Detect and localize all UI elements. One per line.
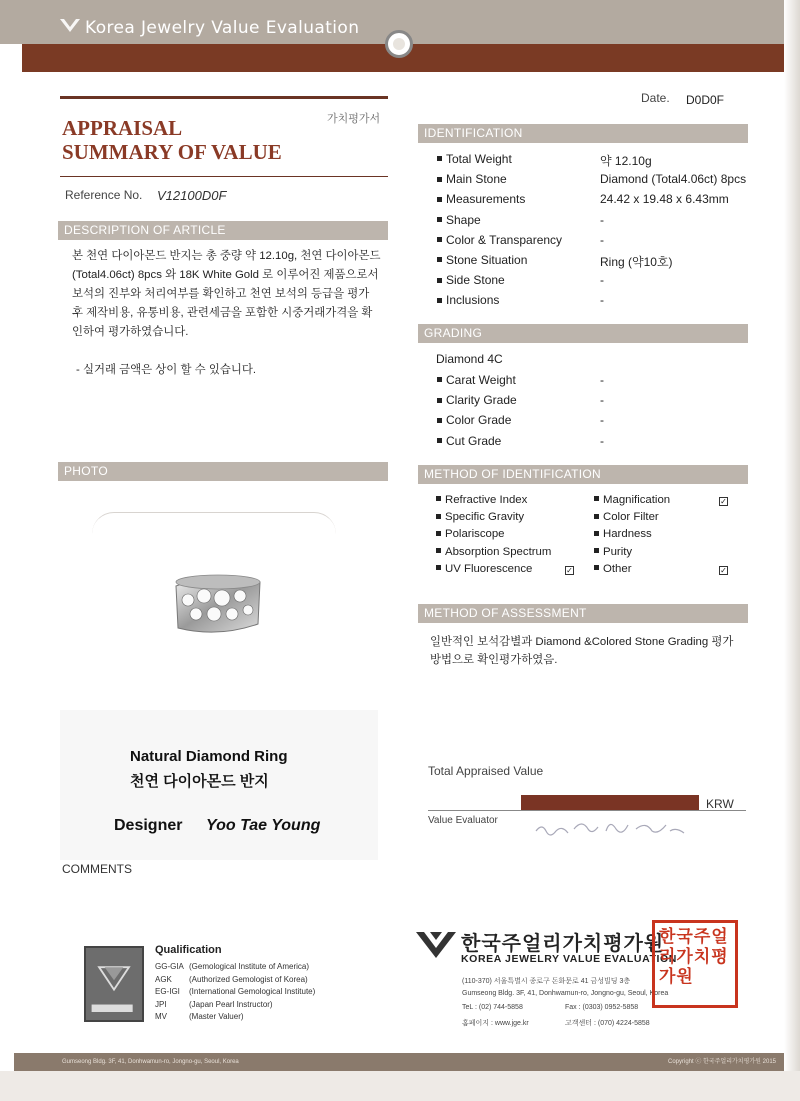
bullet-icon <box>594 548 599 553</box>
grading-row-label-text: Carat Weight <box>446 373 516 387</box>
comments-label: COMMENTS <box>62 862 132 876</box>
identification-row-label <box>437 273 505 287</box>
identification-row-label-text: Main Stone <box>446 172 507 187</box>
identification-row-label <box>437 172 507 186</box>
qualification-desc: (Gemological Institute of America) <box>189 962 310 971</box>
qualification-desc: (International Gemological Institute) <box>189 987 316 997</box>
identification-row-value: Diamond (Total4.06ct) 8pcs <box>600 172 747 187</box>
method-identification-heading: METHOD OF IDENTIFICATION <box>418 465 748 484</box>
identification-row-label-text: Shape <box>446 212 481 227</box>
grading-subtitle: Diamond 4C <box>436 352 503 366</box>
identification-row <box>437 233 757 253</box>
grading-row-label-text: Color Grade <box>446 413 512 428</box>
identification-row-label <box>437 152 512 166</box>
method-item <box>436 546 551 558</box>
identification-row-value: - <box>600 232 604 247</box>
method-item <box>594 563 632 575</box>
footer-address: Gumseong Bldg. 3F, 41, Donhwamun-ro, Jongno-gu, Seoul, Korea <box>62 1059 239 1065</box>
grading-row <box>437 373 757 393</box>
method-item <box>594 528 652 540</box>
grading-row-label <box>437 434 501 448</box>
date-label: Date. <box>641 91 670 105</box>
bullet-icon <box>437 257 442 262</box>
grading-row <box>437 434 757 454</box>
bullet-icon <box>594 514 599 519</box>
identification-row-label <box>437 192 525 206</box>
bullet-icon <box>436 496 441 501</box>
identification-row-label <box>437 233 562 247</box>
identification-heading: IDENTIFICATION <box>418 124 748 143</box>
description-note: - 실거래 금액은 상이 할 수 있습니다. <box>76 364 256 376</box>
bullet-icon <box>436 531 441 536</box>
total-appraised-value-label: Total Appraised Value <box>428 764 544 778</box>
qualification-desc: (Japan Pearl Instructor) <box>189 999 273 1009</box>
currency-label: KRW <box>706 797 734 811</box>
page-edge <box>784 0 800 1101</box>
grading-row-value: - <box>600 373 604 387</box>
method-item-label: Other <box>603 562 632 575</box>
identification-row-label-text: Color & Transparency <box>446 232 563 247</box>
diamond-logo-icon <box>60 17 80 33</box>
checkbox-checked-icon: ✓ <box>566 565 573 575</box>
method-item-label: Polariscope <box>445 528 505 541</box>
method-item-label: Specific Gravity <box>445 511 525 524</box>
bullet-icon <box>437 298 442 303</box>
method-item-label: Magnification <box>603 494 671 506</box>
identification-row-label <box>437 253 527 267</box>
company-web: 홈페이지 : www.jge.kr <box>462 1020 529 1027</box>
identification-row-label <box>437 213 481 227</box>
qualification-abbr: EG-IGI <box>155 987 180 997</box>
grading-heading: GRADING <box>418 324 748 343</box>
value-evaluator-label: Value Evaluator <box>428 815 498 826</box>
method-item-label: Purity <box>603 545 633 558</box>
description-heading: DESCRIPTION OF ARTICLE <box>58 221 388 240</box>
designer-name: Yoo Tae Young <box>206 817 321 834</box>
qualification-item <box>155 987 315 996</box>
method-assessment-heading: METHOD OF ASSESSMENT <box>418 604 748 623</box>
bullet-icon <box>436 514 441 519</box>
method-item <box>436 494 527 506</box>
page-bottom-edge <box>0 1071 800 1101</box>
grading-row-value: - <box>600 393 604 408</box>
method-item <box>594 494 670 506</box>
qualification-item <box>155 975 308 984</box>
method-item <box>436 511 524 523</box>
method-item <box>594 511 659 523</box>
footer-copyright: Copyright ⓒ 한국주얼리가치평가원 2015 <box>668 1059 776 1065</box>
checkbox-checked-icon: ✓ <box>720 565 727 575</box>
bullet-icon <box>594 531 599 536</box>
grading-row-label <box>437 413 511 427</box>
title-line-2: SUMMARY OF VALUE <box>62 140 282 164</box>
grading-row <box>437 393 757 413</box>
bullet-icon <box>437 177 442 182</box>
qualification-abbr: AGK <box>155 974 172 984</box>
qualification-item <box>155 1012 244 1021</box>
qualification-desc: (Authorized Gemologist of Korea) <box>189 974 308 984</box>
identification-row-value: 24.42 x 19.48 x 6.43mm <box>600 192 729 207</box>
evaluator-signature <box>532 815 692 841</box>
method-item-label: Color Filter <box>603 511 659 524</box>
identification-row-label-text: Measurements <box>446 192 526 207</box>
item-name-korean: 천연 다이아몬드 반지 <box>130 773 269 790</box>
grading-row-label <box>437 393 517 407</box>
description-text: 본 천연 다이아몬드 반지는 총 중량 약 12.10g, 천연 다이아몬드(Total4.06ct) 8pcs 와 18K White Gold 로 이루어진 제품으로서 보석의 진부와 처리여부를 확인하고 천연 보석의 등급을 평가 후 제작비용, 유통비용, 관련세금을 포함한 시중거래가격을 확인하여 평가하였습니다. <box>72 250 381 338</box>
identification-row-label-text: Inclusions <box>446 293 500 308</box>
qualification-item <box>155 962 309 971</box>
grading-row <box>437 413 757 433</box>
item-name-english: Natural Diamond Ring <box>130 748 288 765</box>
identification-row-value: - <box>600 212 604 227</box>
company-diamond-logo-icon <box>416 930 456 960</box>
document-title <box>62 116 282 164</box>
redacted-value <box>521 795 699 811</box>
identification-row-value: 약 12.10g <box>600 154 652 168</box>
stamp-text-line: 한국주얼 <box>659 927 729 946</box>
qualification-title: Qualification <box>155 944 222 956</box>
stamp-text-line: 가원 <box>659 967 694 986</box>
company-name-korean: 한국주얼리가치평가원 <box>461 931 665 955</box>
bullet-icon <box>437 438 442 443</box>
identification-row <box>437 152 757 172</box>
grading-row-value: - <box>600 413 604 428</box>
identification-row-label-text: Total Weight <box>446 152 512 166</box>
bullet-icon <box>437 217 442 222</box>
reference-value: V12100D0F <box>157 188 227 203</box>
identification-row-label <box>437 293 499 307</box>
method-item-label: Absorption Spectrum <box>445 545 552 558</box>
identification-row <box>437 293 757 313</box>
qualification-desc: (Master Valuer) <box>189 1012 244 1022</box>
title-line-1: APPRAISAL <box>62 116 183 140</box>
reference-label: Reference No. <box>65 188 143 202</box>
identification-row-label-text: Stone Situation <box>446 253 528 267</box>
grading-row-label-text: Cut Grade <box>446 433 502 448</box>
company-fax: Fax : (0303) 0952-5858 <box>565 1004 639 1011</box>
identification-row <box>437 213 757 233</box>
bullet-icon <box>437 156 442 161</box>
footer-bar <box>14 1053 784 1071</box>
designer-label: Designer <box>114 817 183 834</box>
method-item-label: UV Fluorescence <box>445 562 533 575</box>
bullet-icon <box>436 565 441 570</box>
identification-row-value: Ring (약10호) <box>600 255 673 269</box>
identification-row <box>437 172 757 192</box>
value-line <box>428 810 746 811</box>
qualification-abbr: GG-GIA <box>155 962 184 971</box>
identification-row-label-text: Side Stone <box>446 273 505 288</box>
bullet-icon <box>437 377 442 382</box>
title-rule-bottom <box>60 176 388 177</box>
stamp-text-line: 리가치평 <box>659 947 729 966</box>
grading-row-label <box>437 373 516 387</box>
photo-heading: PHOTO <box>58 462 388 481</box>
checkbox-checked-icon: ✓ <box>720 497 727 506</box>
header-title: Korea Jewelry Value Evaluation <box>85 18 360 38</box>
identification-row-value: - <box>600 293 604 308</box>
company-address-korean: (110-370) 서울특별시 종로구 돈화문로 41 금성빌딩 3층 <box>462 978 631 985</box>
binder-hole <box>385 30 413 58</box>
identification-row <box>437 192 757 212</box>
qualification-abbr: MV <box>155 1012 167 1022</box>
method-item <box>436 563 532 575</box>
bullet-icon <box>437 278 442 283</box>
method-assessment-text: 일반적인 보석감별과 Diamond &Colored Stone Grading 평가방법으로 확인평가하였음. <box>430 636 734 666</box>
company-seal-stamp <box>652 920 738 1008</box>
method-item <box>594 546 632 558</box>
diamond-ring-photo <box>168 568 268 640</box>
company-address-english: Gumseong Bldg. 3F, 41, Donhwamun-ro, Jongno-gu, Seoul, Korea <box>462 990 669 997</box>
bullet-icon <box>437 197 442 202</box>
identification-row <box>437 253 757 273</box>
method-item-label: Hardness <box>603 528 652 541</box>
qualification-seal-icon <box>84 946 144 1022</box>
identification-row-value: - <box>600 273 604 288</box>
date-value: D0D0F <box>686 93 725 107</box>
bullet-icon <box>594 496 599 501</box>
company-consult: 고객센터 : (070) 4224-5858 <box>565 1020 650 1027</box>
grading-row-label-text: Clarity Grade <box>446 393 517 408</box>
method-item-label: Refractive Index <box>445 494 528 506</box>
grading-row-value: - <box>600 433 604 448</box>
company-name-english: KOREA JEWELRY VALUE EVALUATION <box>461 953 677 965</box>
method-item <box>436 528 505 540</box>
bullet-icon <box>437 398 442 403</box>
qualification-item <box>155 1000 273 1009</box>
bullet-icon <box>437 237 442 242</box>
bullet-icon <box>436 548 441 553</box>
title-korean: 가치평가서 <box>327 113 381 125</box>
company-tel: TeL : (02) 744-5858 <box>462 1004 523 1011</box>
identification-row <box>437 273 757 293</box>
bullet-icon <box>594 565 599 570</box>
bullet-icon <box>437 418 442 423</box>
qualification-abbr: JPI <box>155 999 167 1009</box>
title-rule-top <box>60 96 388 99</box>
